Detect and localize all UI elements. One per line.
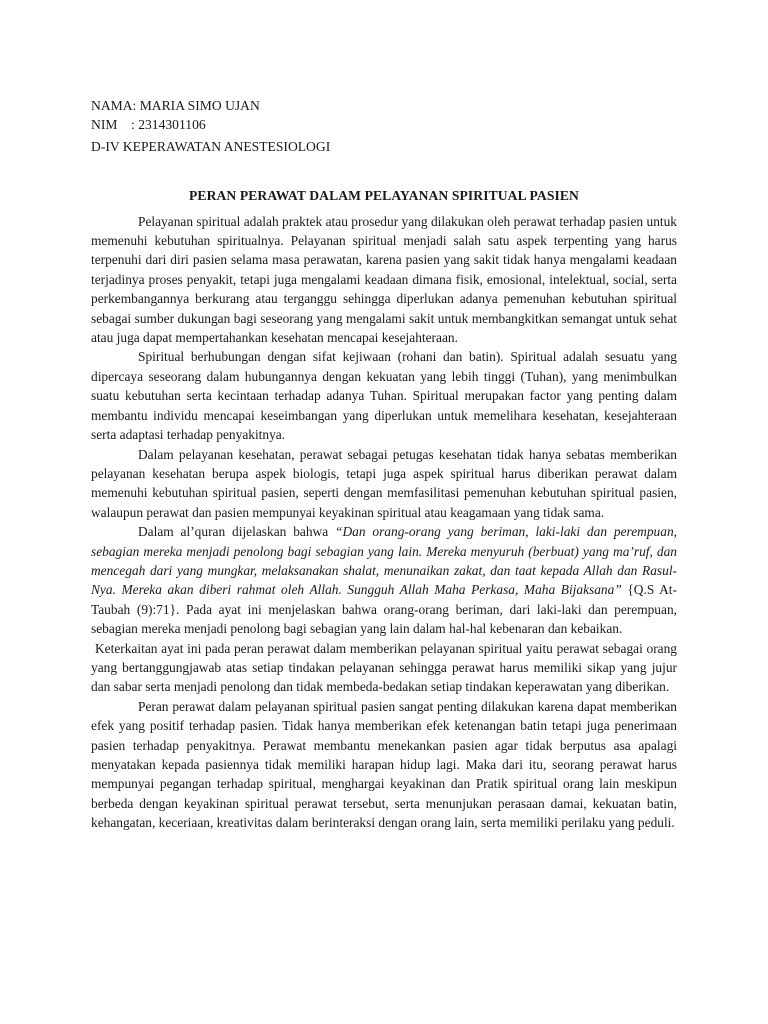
student-nim: NIM : 2314301106 [91,117,206,133]
paragraph-4-rest: {Q.S At-Taubah (9):71}. Pada ayat ini menjelaskan bahwa orang-orang beriman, dari laki-laki dan perempuan, sebagian mereka menjadi penolong bagi sebagian yang lain dalam hal-hal kebenaran dan kebaikan. [91,582,677,637]
student-name: NAMA: MARIA SIMO UJAN [91,98,260,113]
document-page [91,96,677,833]
quran-quote: “Dan orang-orang yang beriman, laki-laki dan perempuan, sebagian mereka menjadi penolong bagi sebagian yang lain. Mereka menyuruh (berbuat) yang ma’ruf, dan mencegah dari yang mungkar, melaksanakan shalat, menunaikan zakat, dan taat kepada Allah dan Rasul-Nya. Mereka akan diberi rahmat oleh Allah. Sungguh Allah Maha Perkasa, Maha Bijaksana” [91,524,677,598]
paragraph-3: Dalam pelayanan kesehatan, perawat sebagai petugas kesehatan tidak hanya sebatas memberikan pelayanan kesehatan berupa aspek biologis, tetapi juga aspek spiritual harus diberikan perawat dalam memenuhi kebutuhan spiritual pasien, seperti dengan memfasilitasi pemenuhan kebutuhan spiritual pasien, walaupun perawat dan pasien mempunyai keyakinan spiritual atau keagamaan yang tidak sama. [91,446,677,520]
document-title: PERAN PERAWAT DALAM PELAYANAN SPIRITUAL PASIEN [189,188,579,204]
paragraph-5: Keterkaitan ayat ini pada peran perawat dalam memberikan pelayanan spiritual yaitu perawat sebagai orang yang bertanggungjawab atas setiap tindakan pelayanan sehingga perawat harus memiliki sikap yang jujur dan sabar serta menjadi penolong dan tidak membeda-bedakan setiap tindakan keperawatan yang diberikan. [91,640,677,695]
paragraph-4-intro: Dalam al’quran dijelaskan bahwa [138,524,336,540]
study-program: D-IV KEPERAWATAN ANESTESIOLOGI [91,138,331,154]
paragraph-2: Spiritual berhubungan dengan sifat kejiwaan (rohani dan batin). Spiritual adalah sesuatu yang dipercaya seseorang dalam hubungannya dengan kekuatan yang lebih tinggi (Tuhan), yang menimbulkan suatu kebutuhan serta kecintaan terhadap adanya Tuhan. Spiritual merupakan factor yang penting dalam membantu individu mencapai keseimbangan yang diperlukan untuk memelihara kesehatan, kesejahteraan serta adaptasi terhadap penyakitnya. [91,349,677,443]
paragraph-6: Peran perawat dalam pelayanan spiritual pasien sangat penting dilakukan karena dapat memberikan efek yang positif terhadap pasien. Tidak hanya memberikan efek ketenangan batin tetapi juga penerimaan pasien terhadap penyakitnya. Perawat membantu menekankan pasien agar tidak berputus asa apalagi menyatakan kepada pasiennya tidak memiliki harapan hidup lagi. Maka dari itu, seorang perawat harus mempunyai pegangan terhadap spiritual, menghargai keyakinan dan Pratik spiritual orang lain meskipun berbeda dengan keyakinan spiritual perawat tersebut, serta menunjukan perasaan damai, kekuatan batin, kehangatan, keceriaan, kreativitas dalam berinteraksi dengan orang lain, serta memiliki perilaku yang peduli. [91,698,677,831]
paragraph-4 [91,522,677,638]
paragraph-1: Pelayanan spiritual adalah praktek atau prosedur yang dilakukan oleh perawat terhadap pasien untuk memenuhi kebutuhan spiritualnya. Pelayanan spiritual menjadi salah satu aspek terpenting yang harus terpenuhi dari diri pasien selama masa perawatan, karena pasien yang sakit tidak hanya mengalami keadaan terjadinya proses penyakit, tetapi juga mengalami keadaan dimana fisik, emosional, intelektual, social, serta perkembangannya berkurang atau terganggu sehingga diperlukan adanya pemenuhan kebutuhan spiritual sebagai sumber dukungan bagi seseorang yang mengalami sakit untuk membangkitkan semangat untuk sehat atau juga dapat mempertahankan kesehatan mencapai kesejahteraan. [91,213,677,346]
